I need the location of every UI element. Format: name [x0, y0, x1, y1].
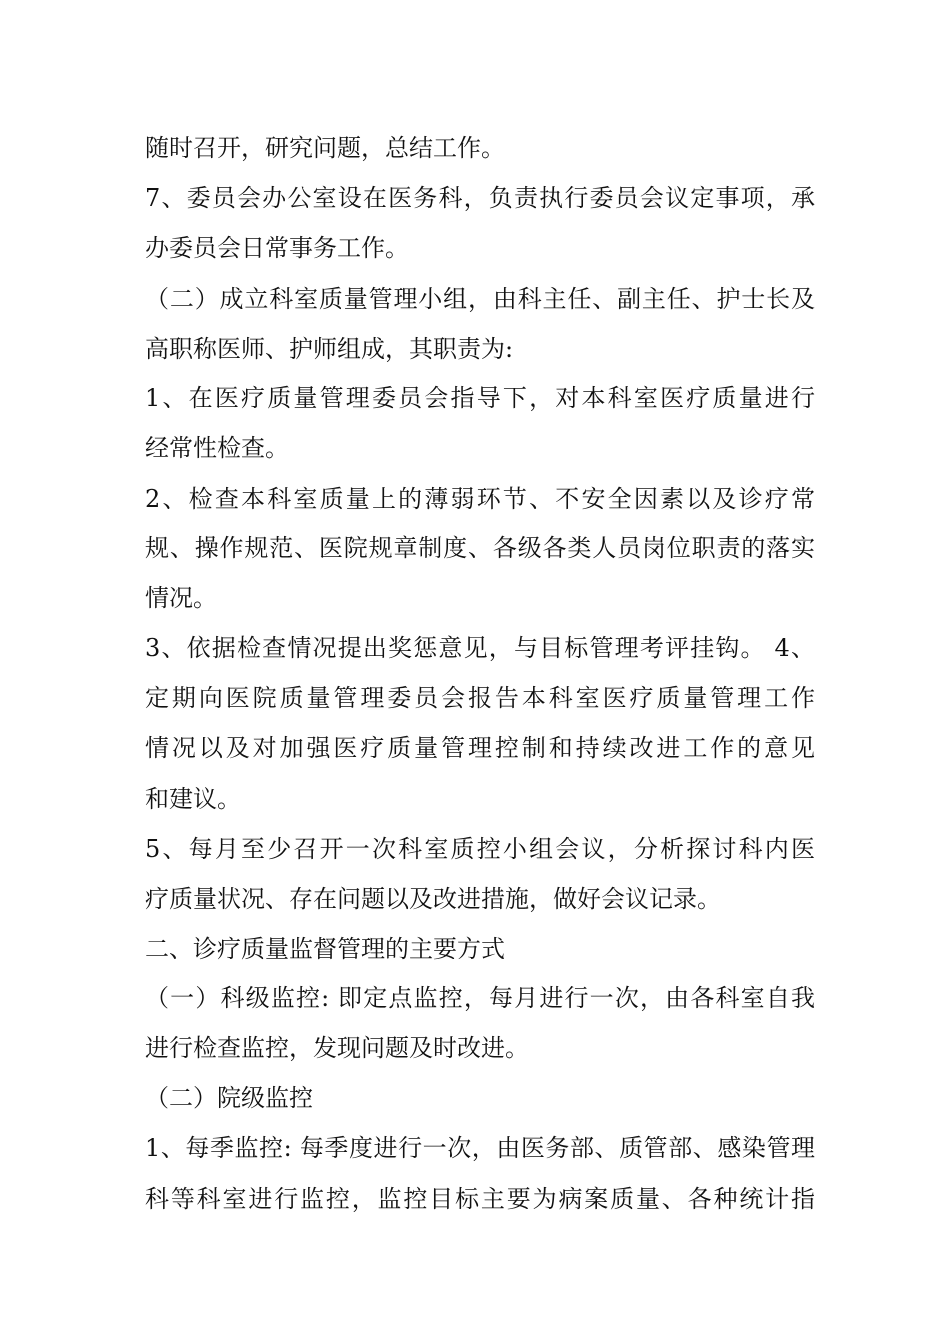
text-line: （一）科级监控: 即定点监控，每月进行一次，由各科室自我: [145, 984, 815, 1012]
text-line: 随时召开，研究问题，总结工作。: [145, 134, 505, 162]
text-line: 规、操作规范、医院规章制度、各级各类人员岗位职责的落实: [145, 534, 815, 562]
text-line: 高职称医师、护师组成，其职责为:: [145, 335, 514, 363]
text-line: 进行检查监控，发现问题及时改进。: [145, 1034, 529, 1062]
text-line: 科等科室进行监控，监控目标主要为病案质量、各种统计指: [145, 1185, 815, 1213]
text-line: 情况。: [145, 584, 217, 612]
text-line: 5、每月至少召开一次科室质控小组会议，分析探讨科内医: [145, 835, 815, 863]
text-line: （二）成立科室质量管理小组，由科主任、副主任、护士长及: [145, 285, 815, 313]
text-line: 1、在医疗质量管理委员会指导下，对本科室医疗质量进行: [145, 384, 815, 412]
text-line: 经常性检查。: [145, 434, 289, 462]
text-line: 和建议。: [145, 785, 241, 813]
text-line: 1、每季监控: 每季度进行一次，由医务部、质管部、感染管理: [145, 1134, 815, 1162]
text-line: 7、委员会办公室设在医务科，负责执行委员会议定事项，承: [145, 184, 815, 212]
text-line: 办委员会日常事务工作。: [145, 234, 409, 262]
text-line: 定期向医院质量管理委员会报告本科室医疗质量管理工作: [145, 684, 815, 712]
text-line: 疗质量状况、存在问题以及改进措施，做好会议记录。: [145, 885, 721, 913]
text-line: （二）院级监控: [145, 1084, 313, 1112]
text-line: 3、依据检查情况提出奖惩意见，与目标管理考评挂钩。 4、: [145, 634, 815, 662]
text-line: 二、诊疗质量监督管理的主要方式: [145, 935, 505, 963]
text-line: 2、检查本科室质量上的薄弱环节、不安全因素以及诊疗常: [145, 485, 815, 513]
text-line: 情况以及对加强医疗质量管理控制和持续改进工作的意见: [145, 734, 815, 762]
